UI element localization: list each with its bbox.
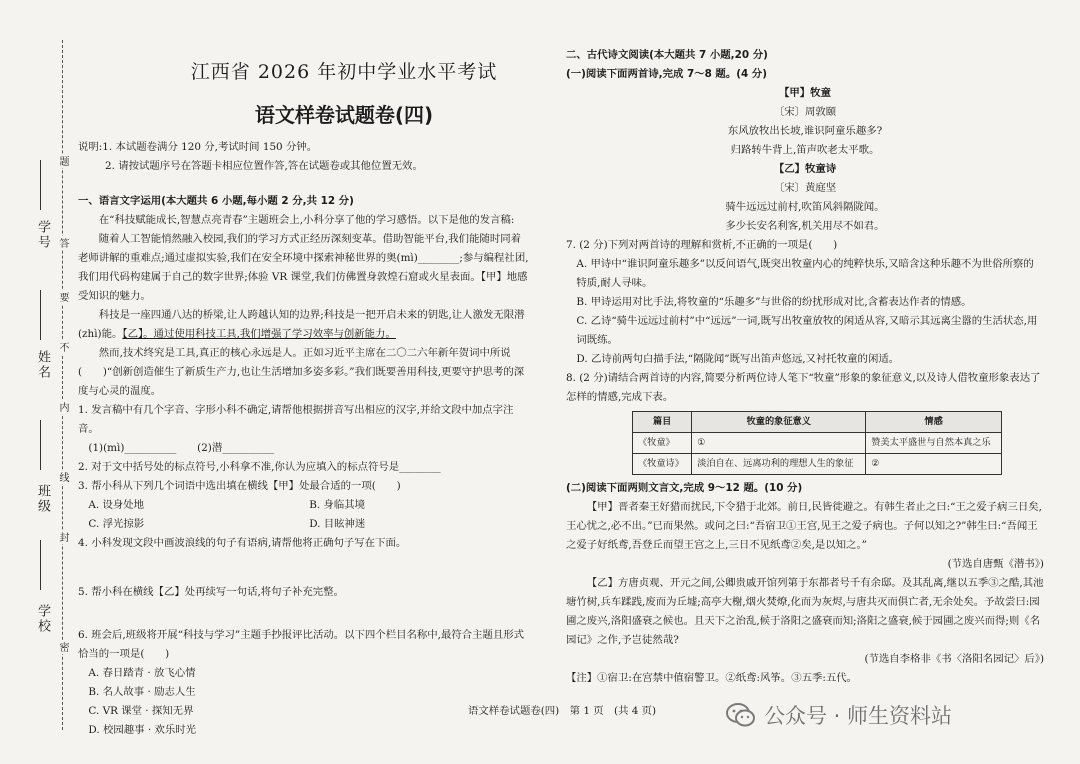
option[interactable]: A. 设身处地: [88, 499, 145, 511]
watermark: [726, 700, 952, 730]
watermark-text: 公众号 · 师生资料站: [764, 704, 953, 728]
binding-gutter: [0, 0, 84, 764]
seal-word: 内: [57, 402, 68, 412]
poem-title: 【甲】牧童: [779, 87, 831, 99]
option[interactable]: D. 校园趣事 · 欢乐时光: [88, 724, 196, 736]
seal-word: 密: [57, 642, 68, 652]
option[interactable]: A. 春日踏青 · 放飞心情: [88, 667, 196, 679]
poem-author: 〔宋〕周敦颐: [773, 106, 837, 118]
poem-line: 归路转牛背上,笛声吹老太平歌。: [730, 144, 880, 156]
poem-title: 【乙】牧童诗: [773, 163, 837, 175]
student-id-blank[interactable]: [40, 160, 41, 210]
poem-line: 多少长安名利客,机关用尽不如君。: [725, 220, 885, 232]
table-cell[interactable]: ①: [692, 433, 866, 454]
seal-word: 线: [57, 472, 68, 482]
text-source: (节选自李格非《书〈洛阳名园记〉后》): [864, 653, 1044, 665]
seal-word: 题: [57, 156, 68, 166]
wechat-icon: [726, 702, 756, 728]
poem-b: [566, 160, 1044, 236]
question-6: 6. 班会后,班级将开展“科技与学习”主题手抄报评比活动。以下四个栏目名称中,最符合主题且形式恰当的一项是( ): [78, 629, 525, 660]
left-column: [78, 58, 530, 740]
wavy-sentence: 【乙】。通过使用科技工具,我们增强了学习效率与创新能力。: [122, 328, 396, 340]
speech-paragraph: [78, 306, 530, 344]
seal-word: 不: [57, 342, 68, 352]
seal-word: 要: [57, 292, 68, 302]
option[interactable]: B. 名人故事 · 励志人生: [88, 686, 196, 698]
question-3-options: [78, 515, 530, 534]
section1-heading: 一、语言文字运用(本大题共 6 小题,每小题 2 分,共 12 分): [78, 195, 354, 207]
question-7: 7. (2 分)下列对两首诗的理解和赏析,不正确的一项是( ): [566, 239, 838, 251]
question-3: 3. 帮小科从下列几个词语中选出填在横线【甲】处最合适的一项( ): [78, 480, 401, 492]
speech-paragraph: 然而,技术终究是工具,真正的核心永远是人。正如习近平主席在二〇二六年新年贺词中所说( )“创新创造催生了新质生产力,也让生活增加多姿多彩。”我们既要善用科技,更要守护思考的深度与心灵的温度。: [78, 347, 525, 397]
table-cell: 赞美太平盛世与自然本真之乐: [866, 433, 1002, 454]
table-header: 情感: [866, 412, 1002, 433]
school-blank[interactable]: [40, 540, 41, 590]
page-footer: 语文样卷试题卷(四) 第 1 页 (共 4 页): [468, 705, 657, 717]
label-school: 学校: [35, 604, 50, 634]
class-blank[interactable]: [40, 420, 41, 470]
seal-line: [62, 40, 63, 730]
exam-subtitle: 语文样卷试题卷(四): [254, 103, 434, 127]
answer-space[interactable]: [78, 553, 530, 583]
right-column: [566, 46, 1044, 688]
exam-note: 2. 请按试题序号在答题卡相应位置作答,答在试题卷或其他位置无效。: [105, 160, 423, 172]
option[interactable]: C. 浮光掠影: [88, 518, 145, 530]
speech-paragraph: 随着人工智能悄然融入校园,我们的学习方式正经历深刻变革。借助智能平台,我们能随时同着老师讲解的重难点;通过虚拟实验,我们在安全环境中探索神秘世界的奥(mì)________;参与编程社团,我们用代码构建属于自己的数字世界;体验 VR 课堂,我们仿佛置身敦煌石窟或火星表面。【甲】地感受知识的魅力。: [78, 233, 529, 302]
poem-a: [566, 84, 1044, 160]
question-2: 2. 对于文中括号处的标点符号,小科拿不准,你认为应填入的标点符号是________: [78, 461, 441, 473]
option[interactable]: B. 甲诗运用对比手法,将牧童的“乐趣多”与世俗的纷扰形成对比,含蓄表达作者的情感。: [576, 296, 972, 308]
classical-text-a: 【甲】晋者秦王好猎而扰民,下令猎于北郊。前日,民皆徙避之。有韩生者止之曰:“王之爱子病三日矣,王心忧之,必不出。”已而果然。或问之曰:“吾宿卫①王宫,见王之爱子病也。子何以知之?”韩生曰:“吾闻王之爱子好纸鸢,吾登丘而望王宫之上,三日不见纸鸢②矣,是以知之。”: [566, 501, 1042, 551]
question-5: 5. 帮小科在横线【乙】处再续写一句话,将句子补充完整。: [78, 586, 344, 598]
option[interactable]: C. 乙诗“骑牛远远过前村”中“远远”一词,既写出牧童放牧的闲适从容,又暗示其远离尘嚣的生活状态,用词既练。: [576, 315, 1038, 346]
label-class: 班级: [35, 484, 50, 514]
section1-intro: 在“科技赋能成长,智慧点亮青春”主题班会上,小科分享了他的学习感悟。以下是他的发言稿:: [98, 214, 515, 226]
question-1-blanks: [78, 439, 530, 458]
classical-text-b: 【乙】方唐贞观、开元之间,公卿贵戚开馆列第于东都者号千有余邸。及其乱离,继以五季③之酷,其池塘竹树,兵车蹂践,废而为丘墟;高亭大榭,烟火焚燎,化而为灰烬,与唐共灭而俱亡者,无余处矣。予故尝曰:园圃之废兴,洛阳盛衰之候也。且天下之治乱,候于洛阳之盛衰而知;洛阳之盛衰,候于园圃之废兴而得;则《名园记》之作,予岂徒然哉?: [566, 577, 1044, 646]
question-3-options: [78, 496, 530, 515]
poem-author: 〔宋〕黄庭坚: [773, 182, 837, 194]
option[interactable]: C. VR 课堂 · 探知无界: [88, 705, 194, 717]
exam-note: 说明:1. 本试题卷满分 120 分,考试时间 150 分钟。: [78, 141, 318, 153]
question-4: 4. 小科发现文段中画波浪线的句子有语病,请帮他将正确句子写在下面。: [78, 537, 407, 549]
name-blank[interactable]: [40, 290, 41, 340]
question-8: 8. (2 分)请结合两首诗的内容,简要分析两位诗人笔下“牧童”形象的象征意义,以及诗人借牧童形象表达了怎样的情感,完成下表。: [566, 372, 1041, 403]
table-cell: 淡泊自在、远离功利的理想人生的象征: [692, 454, 866, 475]
table-row: [633, 454, 1002, 475]
text-source: (节选自唐甄《潜书》): [947, 558, 1044, 570]
answer-blank[interactable]: (1)(mì)__________: [88, 442, 177, 454]
poem-line: 东风放牧出长坡,谁识阿童乐趣多?: [727, 125, 883, 137]
exam-title: 江西省 2026 年初中学业水平考试: [190, 61, 498, 83]
option[interactable]: B. 身临其境: [309, 499, 365, 511]
table-cell: 《牧童》: [633, 433, 692, 454]
subsection-heading: (一)阅读下面两首诗,完成 7～8 题。(4 分): [566, 68, 767, 80]
label-name: 姓名: [35, 350, 50, 380]
option[interactable]: D. 目眩神迷: [309, 518, 366, 530]
section2-heading: 二、古代诗文阅读(本大题共 7 小题,20 分): [566, 49, 768, 61]
table-header: 牧童的象征意义: [692, 412, 866, 433]
option[interactable]: D. 乙诗前两句白描手法,“隔陇闻”既写出笛声悠远,又衬托牧童的闲适。: [576, 353, 900, 365]
subsection-heading: (二)阅读下面两则文言文,完成 9～12 题。(10 分): [566, 482, 803, 494]
table-header: 篇目: [633, 412, 692, 433]
label-student-id: 学号: [35, 220, 50, 250]
table-cell: 《牧童诗》: [633, 454, 692, 475]
table-row: [633, 433, 1002, 454]
question-1: 1. 发言稿中有几个字音、字形小科不确定,请帮他根据拼音写出相应的汉字,并给文段中加点字注音。: [78, 404, 514, 435]
seal-word: 答: [57, 238, 68, 248]
seal-word: 封: [57, 532, 68, 542]
poem-line: 骑牛远远过前村,吹笛风斜隔陇闻。: [725, 201, 885, 213]
answer-blank[interactable]: (2)潜__________: [197, 442, 275, 454]
speech-sentence: 科技是一座四通八达的桥梁,让人跨越认知的边界;科技是一把开启未来的钥匙,让人激发无限潜(zhì)能。: [78, 309, 525, 340]
table-cell[interactable]: ②: [866, 454, 1002, 475]
option[interactable]: A. 甲诗中“谁识阿童乐趣多”以反问语气,既突出牧童内心的纯粹快乐,又暗含这种乐趣不为世俗所察的特质,耐人寻味。: [576, 258, 1034, 289]
analysis-table: [632, 411, 1002, 475]
answer-space[interactable]: [78, 602, 530, 626]
annotation-note: 【注】①宿卫:在宫禁中值宿警卫。②纸鸢:风筝。③五季:五代。: [566, 672, 858, 684]
